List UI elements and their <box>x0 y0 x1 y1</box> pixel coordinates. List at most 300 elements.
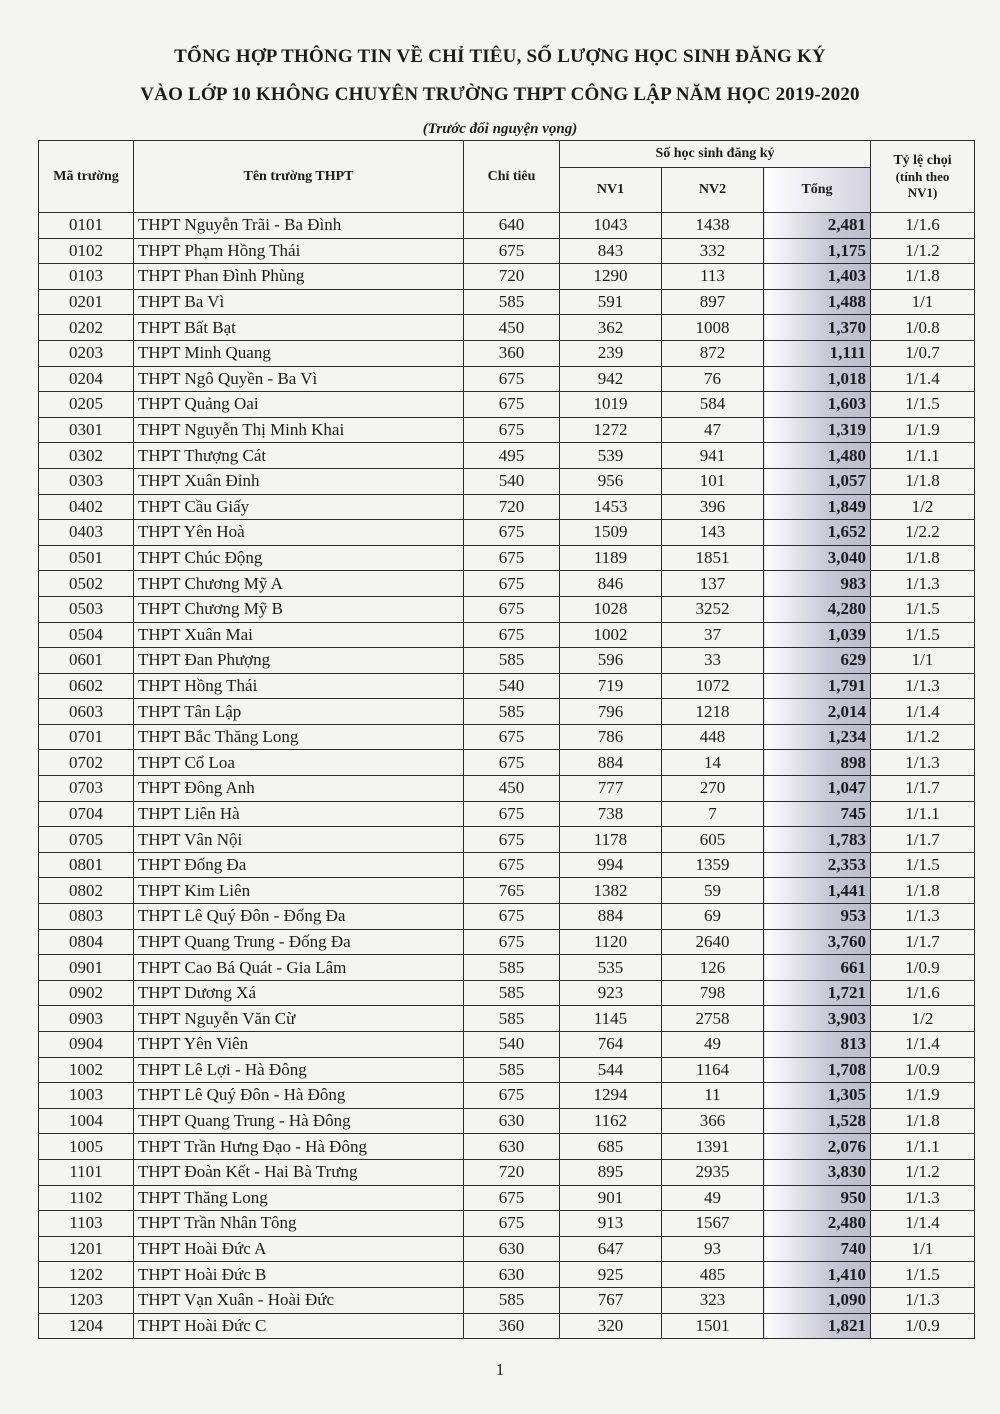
table-row <box>39 238 975 264</box>
quota-cell: 585 <box>464 1057 560 1083</box>
nv2-count-cell: 76 <box>662 366 764 392</box>
school-name-cell: THPT Cao Bá Quát - Gia Lâm <box>134 955 464 981</box>
quota-cell: 675 <box>464 520 560 546</box>
total-count-cell: 1,708 <box>764 1057 871 1083</box>
table-row <box>39 417 975 443</box>
competition-ratio-cell: 1/1.9 <box>871 417 975 443</box>
registration-table <box>38 140 975 1339</box>
school-code-cell: 1005 <box>39 1134 134 1160</box>
total-count-cell: 1,047 <box>764 776 871 802</box>
school-code-cell: 0804 <box>39 929 134 955</box>
nv2-count-cell: 1164 <box>662 1057 764 1083</box>
quota-cell: 540 <box>464 1032 560 1058</box>
competition-ratio-cell: 1/1.4 <box>871 699 975 725</box>
competition-ratio-cell: 1/2 <box>871 494 975 520</box>
table-row <box>39 571 975 597</box>
nv2-count-cell: 1072 <box>662 673 764 699</box>
competition-ratio-cell: 1/2 <box>871 1006 975 1032</box>
school-code-cell: 0504 <box>39 622 134 648</box>
nv1-count-cell: 738 <box>560 801 662 827</box>
quota-cell: 630 <box>464 1262 560 1288</box>
competition-ratio-cell: 1/1.2 <box>871 724 975 750</box>
nv1-count-cell: 1178 <box>560 827 662 853</box>
school-code-cell: 1203 <box>39 1287 134 1313</box>
competition-ratio-cell: 1/0.7 <box>871 340 975 366</box>
table-row <box>39 852 975 878</box>
nv1-count-cell: 942 <box>560 366 662 392</box>
table-row <box>39 1032 975 1058</box>
total-count-cell: 1,111 <box>764 340 871 366</box>
nv1-count-cell: 1162 <box>560 1108 662 1134</box>
nv1-count-cell: 1509 <box>560 520 662 546</box>
nv2-count-cell: 143 <box>662 520 764 546</box>
school-name-cell: THPT Đoàn Kết - Hai Bà Trưng <box>134 1159 464 1185</box>
nv1-count-cell: 767 <box>560 1287 662 1313</box>
total-count-cell: 745 <box>764 801 871 827</box>
table-row <box>39 545 975 571</box>
school-code-cell: 1103 <box>39 1211 134 1237</box>
competition-ratio-cell: 1/1.8 <box>871 264 975 290</box>
nv2-count-cell: 584 <box>662 392 764 418</box>
nv2-count-cell: 49 <box>662 1185 764 1211</box>
school-name-cell: THPT Phan Đình Phùng <box>134 264 464 290</box>
total-count-cell: 661 <box>764 955 871 981</box>
nv1-count-cell: 362 <box>560 315 662 341</box>
col-header-ratio-line2: (tính theo <box>895 168 950 184</box>
school-name-cell: THPT Bất Bạt <box>134 315 464 341</box>
school-name-cell: THPT Lê Quý Đôn - Đống Đa <box>134 904 464 930</box>
nv1-count-cell: 913 <box>560 1211 662 1237</box>
nv2-count-cell: 1218 <box>662 699 764 725</box>
quota-cell: 675 <box>464 904 560 930</box>
school-code-cell: 0201 <box>39 289 134 315</box>
total-count-cell: 2,076 <box>764 1134 871 1160</box>
table-row <box>39 904 975 930</box>
quota-cell: 675 <box>464 417 560 443</box>
table-row <box>39 315 975 341</box>
school-name-cell: THPT Cổ Loa <box>134 750 464 776</box>
table-row <box>39 1262 975 1288</box>
total-count-cell: 740 <box>764 1236 871 1262</box>
competition-ratio-cell: 1/1.1 <box>871 801 975 827</box>
school-name-cell: THPT Phạm Hồng Thái <box>134 238 464 264</box>
total-count-cell: 813 <box>764 1032 871 1058</box>
nv1-count-cell: 539 <box>560 443 662 469</box>
quota-cell: 450 <box>464 776 560 802</box>
total-count-cell: 4,280 <box>764 596 871 622</box>
competition-ratio-cell: 1/1.5 <box>871 1262 975 1288</box>
competition-ratio-cell: 1/0.9 <box>871 1057 975 1083</box>
competition-ratio-cell: 1/1.4 <box>871 1032 975 1058</box>
school-code-cell: 0802 <box>39 878 134 904</box>
competition-ratio-cell: 1/1.1 <box>871 1134 975 1160</box>
nv2-count-cell: 69 <box>662 904 764 930</box>
total-count-cell: 1,175 <box>764 238 871 264</box>
school-code-cell: 0904 <box>39 1032 134 1058</box>
nv2-count-cell: 113 <box>662 264 764 290</box>
nv2-count-cell: 1851 <box>662 545 764 571</box>
competition-ratio-cell: 1/1.5 <box>871 596 975 622</box>
total-count-cell: 2,014 <box>764 699 871 725</box>
total-count-cell: 1,018 <box>764 366 871 392</box>
total-count-cell: 898 <box>764 750 871 776</box>
total-count-cell: 3,760 <box>764 929 871 955</box>
school-code-cell: 0704 <box>39 801 134 827</box>
nv1-count-cell: 895 <box>560 1159 662 1185</box>
competition-ratio-cell: 1/1.8 <box>871 878 975 904</box>
total-count-cell: 1,528 <box>764 1108 871 1134</box>
total-count-cell: 983 <box>764 571 871 597</box>
school-code-cell: 0202 <box>39 315 134 341</box>
table-row <box>39 596 975 622</box>
table-row <box>39 801 975 827</box>
table-row <box>39 776 975 802</box>
total-count-cell: 1,480 <box>764 443 871 469</box>
school-code-cell: 0102 <box>39 238 134 264</box>
school-code-cell: 0302 <box>39 443 134 469</box>
quota-cell: 720 <box>464 1159 560 1185</box>
school-name-cell: THPT Hồng Thái <box>134 673 464 699</box>
table-row <box>39 1159 975 1185</box>
total-count-cell: 1,305 <box>764 1083 871 1109</box>
competition-ratio-cell: 1/1.7 <box>871 929 975 955</box>
total-count-cell: 3,903 <box>764 1006 871 1032</box>
nv1-count-cell: 239 <box>560 340 662 366</box>
school-name-cell: THPT Tân Lập <box>134 699 464 725</box>
school-name-cell: THPT Yên Hoà <box>134 520 464 546</box>
nv2-count-cell: 59 <box>662 878 764 904</box>
col-header-total: Tổng <box>764 168 871 213</box>
col-header-quota: Chỉ tiêu <box>464 141 560 213</box>
col-header-code: Mã trường <box>39 141 134 213</box>
school-code-cell: 0303 <box>39 468 134 494</box>
nv1-count-cell: 1272 <box>560 417 662 443</box>
nv1-count-cell: 764 <box>560 1032 662 1058</box>
total-count-cell: 1,039 <box>764 622 871 648</box>
quota-cell: 675 <box>464 392 560 418</box>
school-code-cell: 1101 <box>39 1159 134 1185</box>
school-code-cell: 0903 <box>39 1006 134 1032</box>
nv2-count-cell: 47 <box>662 417 764 443</box>
quota-cell: 360 <box>464 340 560 366</box>
nv1-count-cell: 994 <box>560 852 662 878</box>
nv1-count-cell: 1028 <box>560 596 662 622</box>
nv2-count-cell: 137 <box>662 571 764 597</box>
school-code-cell: 0603 <box>39 699 134 725</box>
school-code-cell: 0803 <box>39 904 134 930</box>
nv1-count-cell: 1019 <box>560 392 662 418</box>
quota-cell: 675 <box>464 750 560 776</box>
competition-ratio-cell: 1/1.3 <box>871 673 975 699</box>
school-name-cell: THPT Dương Xá <box>134 980 464 1006</box>
school-name-cell: THPT Lê Quý Đôn - Hà Đông <box>134 1083 464 1109</box>
total-count-cell: 2,353 <box>764 852 871 878</box>
competition-ratio-cell: 1/1.5 <box>871 622 975 648</box>
nv2-count-cell: 897 <box>662 289 764 315</box>
quota-cell: 540 <box>464 673 560 699</box>
school-name-cell: THPT Nguyễn Văn Cừ <box>134 1006 464 1032</box>
competition-ratio-cell: 1/1 <box>871 289 975 315</box>
school-name-cell: THPT Hoài Đức C <box>134 1313 464 1339</box>
nv1-count-cell: 1453 <box>560 494 662 520</box>
school-code-cell: 0101 <box>39 213 134 239</box>
school-name-cell: THPT Đan Phượng <box>134 648 464 674</box>
school-code-cell: 1102 <box>39 1185 134 1211</box>
nv2-count-cell: 11 <box>662 1083 764 1109</box>
school-code-cell: 0705 <box>39 827 134 853</box>
total-count-cell: 1,319 <box>764 417 871 443</box>
table-row <box>39 955 975 981</box>
competition-ratio-cell: 1/1.5 <box>871 392 975 418</box>
table-body <box>39 213 975 1339</box>
school-name-cell: THPT Xuân Mai <box>134 622 464 648</box>
document-title-line1: TỔNG HỢP THÔNG TIN VỀ CHỈ TIÊU, SỐ LƯỢNG HỌC SINH ĐĂNG KÝ <box>174 46 826 67</box>
quota-cell: 675 <box>464 929 560 955</box>
document-subtitle: (Trước đổi nguyện vọng) <box>422 121 578 137</box>
school-code-cell: 0203 <box>39 340 134 366</box>
competition-ratio-cell: 1/1.5 <box>871 852 975 878</box>
quota-cell: 675 <box>464 596 560 622</box>
page-number: 1 <box>495 1360 505 1379</box>
table-row <box>39 1083 975 1109</box>
table-row <box>39 1287 975 1313</box>
col-header-nv1: NV1 <box>560 168 662 213</box>
quota-cell: 675 <box>464 827 560 853</box>
nv2-count-cell: 1438 <box>662 213 764 239</box>
quota-cell: 720 <box>464 494 560 520</box>
nv1-count-cell: 320 <box>560 1313 662 1339</box>
table-row <box>39 724 975 750</box>
table-row <box>39 1211 975 1237</box>
nv1-count-cell: 925 <box>560 1262 662 1288</box>
competition-ratio-cell: 1/1.2 <box>871 1159 975 1185</box>
quota-cell: 675 <box>464 545 560 571</box>
table-row <box>39 1108 975 1134</box>
school-name-cell: THPT Quang Trung - Hà Đông <box>134 1108 464 1134</box>
school-name-cell: THPT Liên Hà <box>134 801 464 827</box>
nv2-count-cell: 605 <box>662 827 764 853</box>
school-code-cell: 0702 <box>39 750 134 776</box>
quota-cell: 720 <box>464 264 560 290</box>
nv2-count-cell: 366 <box>662 1108 764 1134</box>
nv2-count-cell: 332 <box>662 238 764 264</box>
school-code-cell: 0403 <box>39 520 134 546</box>
nv1-count-cell: 901 <box>560 1185 662 1211</box>
table-row <box>39 673 975 699</box>
nv1-count-cell: 923 <box>560 980 662 1006</box>
competition-ratio-cell: 1/1.9 <box>871 1083 975 1109</box>
nv2-count-cell: 3252 <box>662 596 764 622</box>
school-code-cell: 0503 <box>39 596 134 622</box>
col-header-name: Tên trường THPT <box>134 141 464 213</box>
nv2-count-cell: 1008 <box>662 315 764 341</box>
nv1-count-cell: 956 <box>560 468 662 494</box>
competition-ratio-cell: 1/1.4 <box>871 1211 975 1237</box>
table-row <box>39 494 975 520</box>
school-name-cell: THPT Hoài Đức A <box>134 1236 464 1262</box>
school-name-cell: THPT Đông Anh <box>134 776 464 802</box>
table-row <box>39 366 975 392</box>
nv2-count-cell: 101 <box>662 468 764 494</box>
school-name-cell: THPT Nguyễn Thị Minh Khai <box>134 417 464 443</box>
table-row <box>39 1006 975 1032</box>
total-count-cell: 1,057 <box>764 468 871 494</box>
nv1-count-cell: 1294 <box>560 1083 662 1109</box>
quota-cell: 585 <box>464 1287 560 1313</box>
competition-ratio-cell: 1/1.3 <box>871 1185 975 1211</box>
table-row <box>39 699 975 725</box>
school-code-cell: 1201 <box>39 1236 134 1262</box>
competition-ratio-cell: 1/1.1 <box>871 443 975 469</box>
nv2-count-cell: 49 <box>662 1032 764 1058</box>
nv2-count-cell: 396 <box>662 494 764 520</box>
nv1-count-cell: 846 <box>560 571 662 597</box>
school-name-cell: THPT Thăng Long <box>134 1185 464 1211</box>
nv2-count-cell: 872 <box>662 340 764 366</box>
nv2-count-cell: 33 <box>662 648 764 674</box>
school-name-cell: THPT Chương Mỹ A <box>134 571 464 597</box>
nv1-count-cell: 1145 <box>560 1006 662 1032</box>
table-row <box>39 980 975 1006</box>
nv1-count-cell: 544 <box>560 1057 662 1083</box>
nv2-count-cell: 941 <box>662 443 764 469</box>
quota-cell: 675 <box>464 801 560 827</box>
competition-ratio-cell: 1/1.2 <box>871 238 975 264</box>
nv2-count-cell: 485 <box>662 1262 764 1288</box>
school-code-cell: 0502 <box>39 571 134 597</box>
nv1-count-cell: 1043 <box>560 213 662 239</box>
nv1-count-cell: 796 <box>560 699 662 725</box>
school-name-cell: THPT Bắc Thăng Long <box>134 724 464 750</box>
table-row <box>39 392 975 418</box>
total-count-cell: 1,849 <box>764 494 871 520</box>
quota-cell: 675 <box>464 238 560 264</box>
competition-ratio-cell: 1/1.6 <box>871 980 975 1006</box>
school-name-cell: THPT Lê Lợi - Hà Đông <box>134 1057 464 1083</box>
total-count-cell: 1,821 <box>764 1313 871 1339</box>
total-count-cell: 950 <box>764 1185 871 1211</box>
competition-ratio-cell: 1/1.3 <box>871 750 975 776</box>
nv1-count-cell: 535 <box>560 955 662 981</box>
total-count-cell: 3,040 <box>764 545 871 571</box>
table-header <box>39 141 975 213</box>
total-count-cell: 629 <box>764 648 871 674</box>
col-header-registered-group: Số học sinh đăng ký <box>560 141 871 168</box>
quota-cell: 630 <box>464 1108 560 1134</box>
school-name-cell: THPT Cầu Giấy <box>134 494 464 520</box>
nv1-count-cell: 1189 <box>560 545 662 571</box>
competition-ratio-cell: 1/1.3 <box>871 571 975 597</box>
school-code-cell: 0103 <box>39 264 134 290</box>
quota-cell: 585 <box>464 955 560 981</box>
nv2-count-cell: 270 <box>662 776 764 802</box>
school-code-cell: 0703 <box>39 776 134 802</box>
total-count-cell: 1,791 <box>764 673 871 699</box>
competition-ratio-cell: 1/1 <box>871 1236 975 1262</box>
total-count-cell: 2,480 <box>764 1211 871 1237</box>
nv2-count-cell: 93 <box>662 1236 764 1262</box>
nv1-count-cell: 719 <box>560 673 662 699</box>
nv1-count-cell: 884 <box>560 904 662 930</box>
total-count-cell: 1,652 <box>764 520 871 546</box>
table-row <box>39 1313 975 1339</box>
total-count-cell: 1,370 <box>764 315 871 341</box>
nv2-count-cell: 2640 <box>662 929 764 955</box>
school-code-cell: 0501 <box>39 545 134 571</box>
nv2-count-cell: 323 <box>662 1287 764 1313</box>
school-code-cell: 0902 <box>39 980 134 1006</box>
quota-cell: 585 <box>464 648 560 674</box>
quota-cell: 640 <box>464 213 560 239</box>
total-count-cell: 1,488 <box>764 289 871 315</box>
table-row <box>39 443 975 469</box>
school-name-cell: THPT Vân Nội <box>134 827 464 853</box>
table-row <box>39 878 975 904</box>
school-name-cell: THPT Quang Trung - Đống Đa <box>134 929 464 955</box>
table-row <box>39 1057 975 1083</box>
table-row <box>39 340 975 366</box>
school-name-cell: THPT Trần Nhân Tông <box>134 1211 464 1237</box>
col-header-nv2: NV2 <box>662 168 764 213</box>
school-name-cell: THPT Đống Đa <box>134 852 464 878</box>
total-count-cell: 1,603 <box>764 392 871 418</box>
school-code-cell: 1202 <box>39 1262 134 1288</box>
quota-cell: 675 <box>464 852 560 878</box>
table-row <box>39 468 975 494</box>
total-count-cell: 1,721 <box>764 980 871 1006</box>
school-code-cell: 1003 <box>39 1083 134 1109</box>
nv1-count-cell: 596 <box>560 648 662 674</box>
nv2-count-cell: 1501 <box>662 1313 764 1339</box>
school-code-cell: 1004 <box>39 1108 134 1134</box>
nv2-count-cell: 1391 <box>662 1134 764 1160</box>
table-row <box>39 1185 975 1211</box>
nv2-count-cell: 37 <box>662 622 764 648</box>
school-code-cell: 0204 <box>39 366 134 392</box>
competition-ratio-cell: 1/1.3 <box>871 1287 975 1313</box>
nv1-count-cell: 647 <box>560 1236 662 1262</box>
nv2-count-cell: 798 <box>662 980 764 1006</box>
document-title-line2: VÀO LỚP 10 KHÔNG CHUYÊN TRƯỜNG THPT CÔNG LẬP NĂM HỌC 2019-2020 <box>140 84 860 105</box>
total-count-cell: 1,783 <box>764 827 871 853</box>
quota-cell: 675 <box>464 1185 560 1211</box>
school-code-cell: 0205 <box>39 392 134 418</box>
competition-ratio-cell: 1/1.4 <box>871 366 975 392</box>
school-name-cell: THPT Xuân Đỉnh <box>134 468 464 494</box>
total-count-cell: 1,403 <box>764 264 871 290</box>
quota-cell: 450 <box>464 315 560 341</box>
competition-ratio-cell: 1/1.7 <box>871 776 975 802</box>
table-row <box>39 264 975 290</box>
nv2-count-cell: 2758 <box>662 1006 764 1032</box>
col-header-ratio-line3: NV1) <box>907 184 938 200</box>
competition-ratio-cell: 1/0.8 <box>871 315 975 341</box>
competition-ratio-cell: 1/1 <box>871 648 975 674</box>
school-name-cell: THPT Vạn Xuân - Hoài Đức <box>134 1287 464 1313</box>
school-name-cell: THPT Chương Mỹ B <box>134 596 464 622</box>
school-name-cell: THPT Hoài Đức B <box>134 1262 464 1288</box>
quota-cell: 585 <box>464 289 560 315</box>
school-code-cell: 0901 <box>39 955 134 981</box>
school-name-cell: THPT Ba Vì <box>134 289 464 315</box>
nv1-count-cell: 1290 <box>560 264 662 290</box>
school-name-cell: THPT Chúc Động <box>134 545 464 571</box>
table-row <box>39 622 975 648</box>
table-row <box>39 750 975 776</box>
quota-cell: 630 <box>464 1134 560 1160</box>
competition-ratio-cell: 1/1.8 <box>871 1108 975 1134</box>
table-row <box>39 827 975 853</box>
